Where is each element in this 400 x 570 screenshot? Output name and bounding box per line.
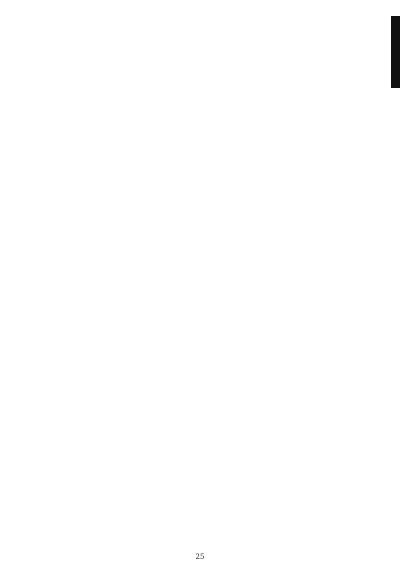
upper-text-tier — [72, 60, 362, 284]
page-number: 25 — [195, 553, 205, 561]
lower-text-tier — [72, 330, 362, 554]
thumb-index-bar — [391, 16, 400, 88]
